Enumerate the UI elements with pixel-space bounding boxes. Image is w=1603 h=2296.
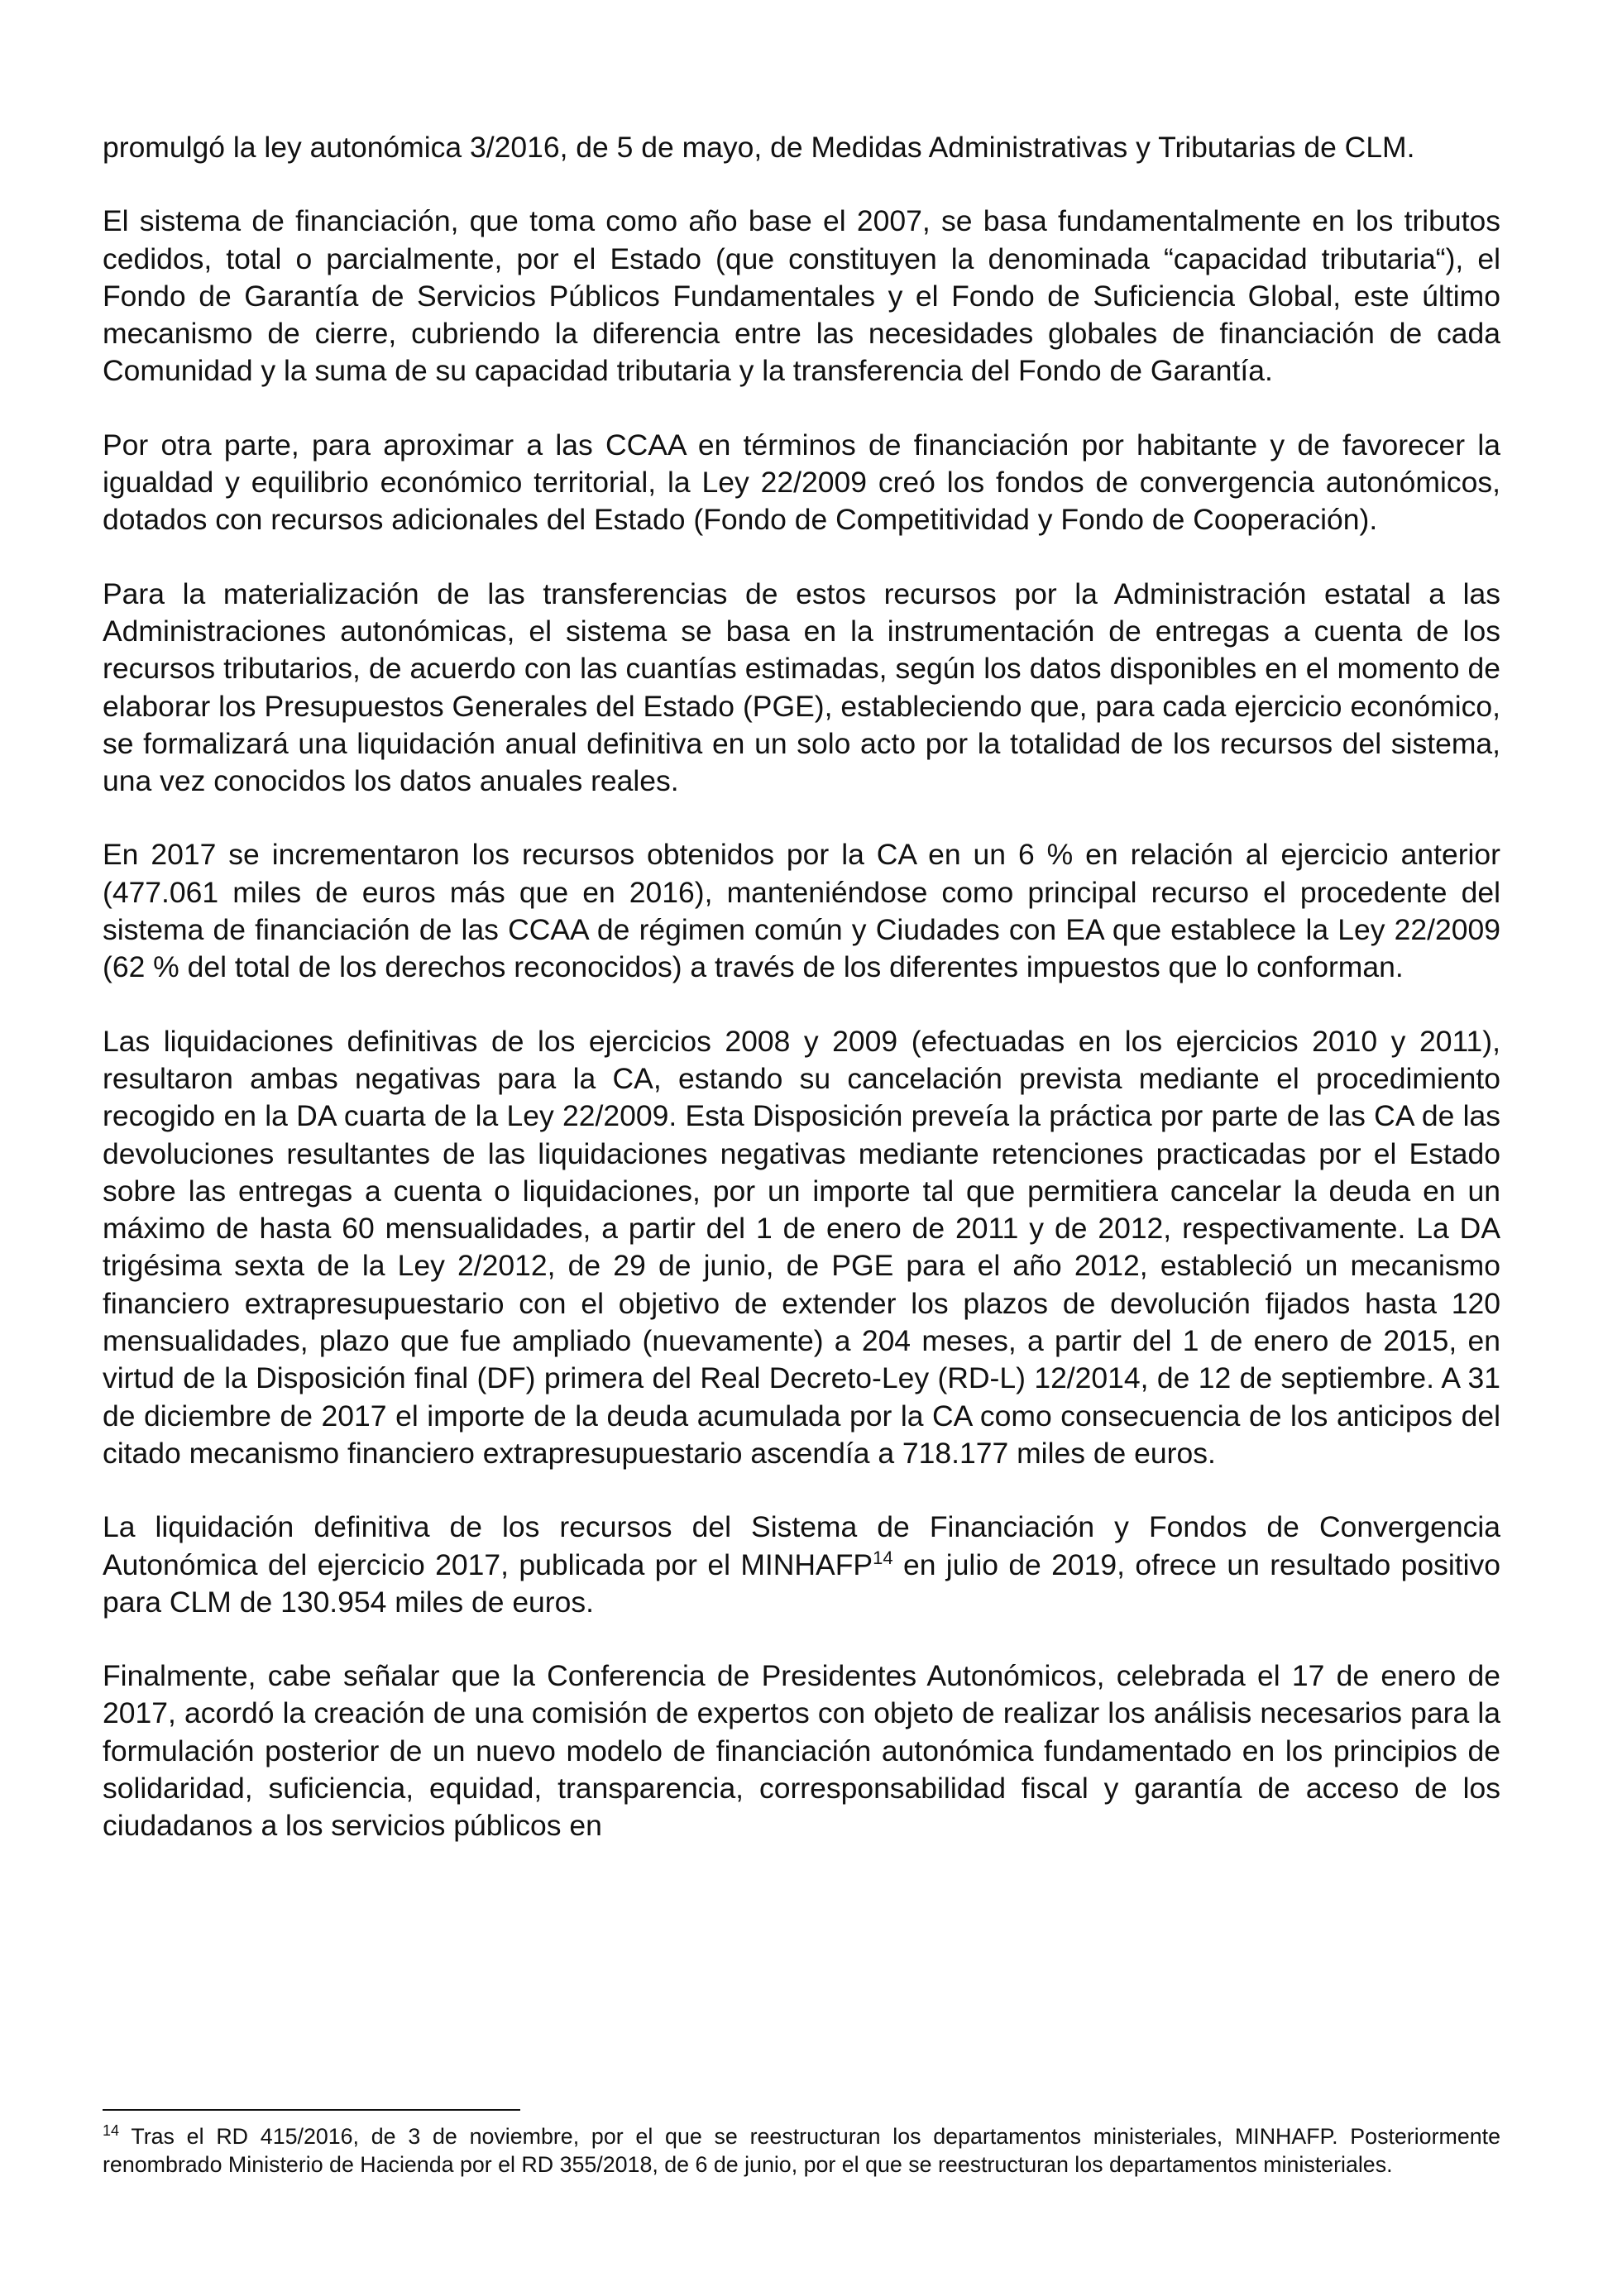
paragraph-7-text-before: La liquidación definitiva de los recursos del Sistema de Financiación y Fondos de Convergencia Autonómica del ejercicio 2017, publicada por el MINHAFP bbox=[103, 1510, 1500, 1581]
paragraph-3: Por otra parte, para aproximar a las CCAA en términos de financiación por habitante y de favorecer la igualdad y equilibrio económico territorial, la Ley 22/2009 creó los fondos de convergencia autonómicos, dotados con recursos adicionales del Estado (Fondo de Competitividad y Fondo de Cooperación). bbox=[103, 428, 1500, 537]
paragraph-5: En 2017 se incrementaron los recursos obtenidos por la CA en un 6 % en relación al ejercicio anterior (477.061 miles de euros más que en 2016), manteniéndose como principal recurso el procedente del sistema de financiación de las CCAA de régimen común y Ciudades con EA que establece la Ley 22/2009 (62 % del total de los derechos reconocidos) a través de los diferentes impuestos que lo conforman. bbox=[103, 838, 1500, 984]
footnote-text: Tras el RD 415/2016, de 3 de noviembre, por el que se reestructuran los departamentos ministeriales, MINHAFP. Posteriormente renombrado Ministerio de Hacienda por el RD 355/2018, de 6 de junio, por el que se reestructuran los departamentos ministeriales. bbox=[103, 2124, 1500, 2177]
paragraph-8: Finalmente, cabe señalar que la Conferencia de Presidentes Autonómicos, celebrada el 17 de enero de 2017, acordó la creación de una comisión de expertos con objeto de realizar los análisis necesarios para la formulación posterior de un nuevo modelo de financiación autonómica fundamentado en los principios de solidaridad, suficiencia, equidad, transparencia, corresponsabilidad fiscal y garantía de acceso de los ciudadanos a los servicios públicos en bbox=[103, 1659, 1500, 1843]
footnote-number: 14 bbox=[103, 2122, 120, 2140]
footnote-reference: 14 bbox=[873, 1547, 893, 1568]
footnote-separator bbox=[103, 2109, 520, 2111]
paragraph-7-text-after: en julio de 2019, ofrece un resultado positivo para CLM de 130.954 miles de euros. bbox=[103, 1547, 1501, 1619]
paragraph-6: Las liquidaciones definitivas de los ejercicios 2008 y 2009 (efectuadas en los ejercicios 2010 y 2011), resultaron ambas negativas para la CA, estando su cancelación prevista mediante el procedimiento recogido en la DA cuarta de la Ley 22/2009. Esta Disposición preveía la práctica por parte de las CA de las devoluciones resultantes de las liquidaciones negativas mediante retenciones practicadas por el Estado sobre las entregas a cuenta o liquidaciones, por un importe tal que permitiera cancelar la deuda en un máximo de hasta 60 mensualidades, a partir del 1 de enero de 2011 y de 2012, respectivamente. La DA trigésima sexta de la Ley 2/2012, de 29 de junio, de PGE para el año 2012, estableció un mecanismo financiero extrapresupuestario con el objetivo de extender los plazos de devolución fijados hasta 120 mensualidades, plazo que fue ampliado (nuevamente) a 204 meses, a partir del 1 de enero de 2015, en virtud de la Disposición final (DF) primera del Real Decreto-Ley (RD-L) 12/2014, de 12 de septiembre. A 31 de diciembre de 2017 el importe de la deuda acumulada por la CA como consecuencia de los anticipos del citado mecanismo financiero extrapresupuestario ascendía a 718.177 miles de euros. bbox=[103, 1024, 1500, 1470]
document-body bbox=[103, 129, 1500, 1845]
paragraph-7 bbox=[103, 1509, 1500, 1621]
paragraph-1: promulgó la ley autonómica 3/2016, de 5 de mayo, de Medidas Administrativas y Tributarias de CLM. bbox=[103, 131, 1415, 164]
footnote bbox=[103, 2123, 1500, 2179]
paragraph-2: El sistema de financiación, que toma como año base el 2007, se basa fundamentalmente en los tributos cedidos, total o parcialmente, por el Estado (que constituyen la denominada “capacidad tributaria“), el Fondo de Garantía de Servicios Públicos Fundamentales y el Fondo de Suficiencia Global, este último mecanismo de cierre, cubriendo la diferencia entre las necesidades globales de financiación de cada Comunidad y la suma de su capacidad tributaria y la transferencia del Fondo de Garantía. bbox=[103, 204, 1500, 388]
paragraph-4: Para la materialización de las transferencias de estos recursos por la Administración estatal a las Administraciones autonómicas, el sistema se basa en la instrumentación de entregas a cuenta de los recursos tributarios, de acuerdo con las cuantías estimadas, según los datos disponibles en el momento de elaborar los Presupuestos Generales del Estado (PGE), estableciendo que, para cada ejercicio económico, se formalizará una liquidación anual definitiva en un solo acto por la totalidad de los recursos del sistema, una vez conocidos los datos anuales reales. bbox=[103, 576, 1500, 798]
